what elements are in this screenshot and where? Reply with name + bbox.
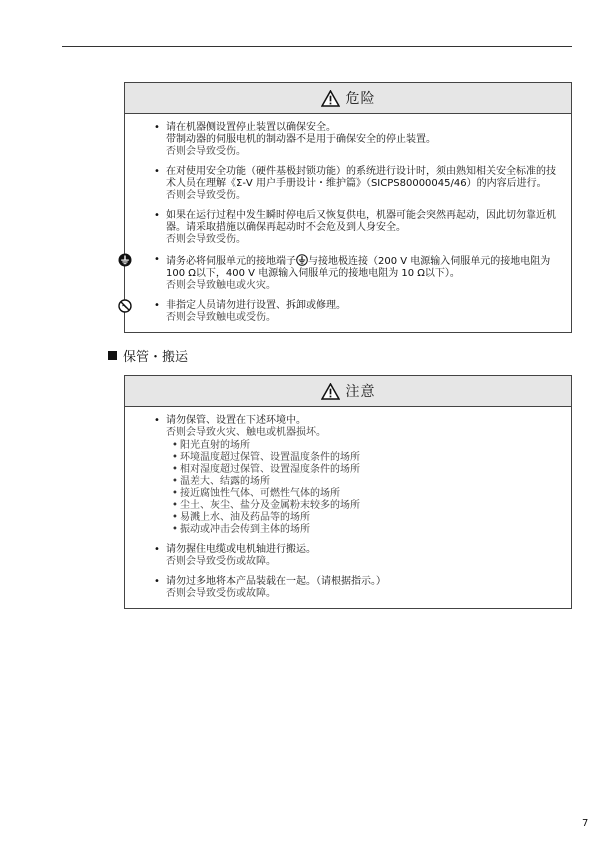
list-item: • 温差大、结露的场所 [172,476,561,488]
ground-terminal-icon [296,254,308,266]
caution-item-main: 请勿握住电缆或电机轴进行搬运。 [166,544,316,555]
danger-box-header [125,83,571,114]
warning-triangle-icon [321,383,340,400]
section-title-text: 保管・搬运 [123,350,189,365]
caution-item-environment [125,415,561,536]
list-item: • 接近腐蚀性气体、可燃性气体的场所 [172,488,561,500]
danger-item-safety-function [125,166,561,202]
danger-item-consequence: 否则会导致受伤。 [166,146,246,157]
bullet: • [154,300,160,311]
danger-item-main: 非指定人员请勿进行设置、拆卸或修理。 [166,300,346,311]
caution-item-consequence: 否则会导致受伤或故障。 [166,556,276,567]
section-title [108,346,188,365]
caution-item-main: 请勿过多地将本产品装载在一起。（请根据指示。） [166,576,386,587]
bullet: • [154,122,160,133]
danger-item-consequence: 否则会导致触电或火灾。 [166,280,276,291]
bullet: • [154,576,160,587]
danger-box [124,82,572,333]
page-number: 7 [582,818,589,829]
list-item: • 尘土、灰尘、盐分及金属粉末较多的场所 [172,500,561,512]
environment-list [172,440,561,536]
caution-box-body [125,407,571,608]
danger-item-authorized-only [125,300,561,324]
danger-item-main: 请在机器侧设置停止装置以确保安全。 带制动器的伺服电机的制动器不是用于确保安全的停止装置。 [166,122,436,145]
danger-box-title: 危险 [345,91,376,107]
danger-item-grounding [125,254,561,292]
bullet: • [154,166,160,177]
danger-item-main: 如果在运行过程中发生瞬时停电后又恢复供电，机器可能会突然再起动，因此切勿靠近机器。请采取措施以确保再起动时不会危及到人身安全。 [166,210,556,233]
caution-item-main: 请勿保管、设置在下述环境中。 [166,415,306,426]
danger-item-consequence: 否则会导致受伤。 [166,234,246,245]
ground-icon [118,253,132,267]
caution-item-consequence: 否则会导致火灾、触电或机器损坏。 [166,427,326,438]
header-rule [62,46,572,47]
danger-item-main [166,254,561,280]
caution-item-stacking [125,576,561,600]
danger-box-body [125,114,571,332]
list-item: • 易溅上水、油及药品等的场所 [172,512,561,524]
caution-box [124,375,572,609]
grounding-text-b: 与接地极连接（200 V 电源输入伺服单元的接地电阻为 100 Ω以下，400 V 电源输入伺服单元的接地电阻为 10 Ω以下）。 [166,256,551,279]
caution-box-header [125,376,571,407]
bullet: • [154,544,160,555]
caution-item-carry [125,544,561,568]
grounding-text-a: 请务必将伺服单元的接地端子 [166,256,296,267]
list-item: • 阳光直射的场所 [172,440,561,452]
danger-item-main: 在对使用安全功能（硬件基极封锁功能）的系统进行设计时，须由熟知相关安全标准的技术人员在理解《Σ-V 用户手册设计・维护篇》（SICPS80000045/46）的内容后进行。 [166,166,556,189]
danger-item-power-restart [125,210,561,246]
bullet: • [154,210,160,221]
prohibition-icon [118,299,132,313]
bullet: • [154,415,160,426]
danger-item-stop-device [125,122,561,158]
bullet: • [154,254,160,265]
danger-item-consequence: 否则会导致触电或受伤。 [166,312,276,323]
list-item: • 振动或冲击会传到主体的场所 [172,524,561,536]
list-item: • 环境温度超过保管、设置温度条件的场所 [172,452,561,464]
list-item: • 相对湿度超过保管、设置湿度条件的场所 [172,464,561,476]
caution-item-consequence: 否则会导致受伤或故障。 [166,588,276,599]
warning-triangle-icon [321,90,340,107]
danger-item-consequence: 否则会导致受伤。 [166,190,246,201]
caution-box-title: 注意 [345,384,376,400]
square-bullet-icon [108,351,117,360]
